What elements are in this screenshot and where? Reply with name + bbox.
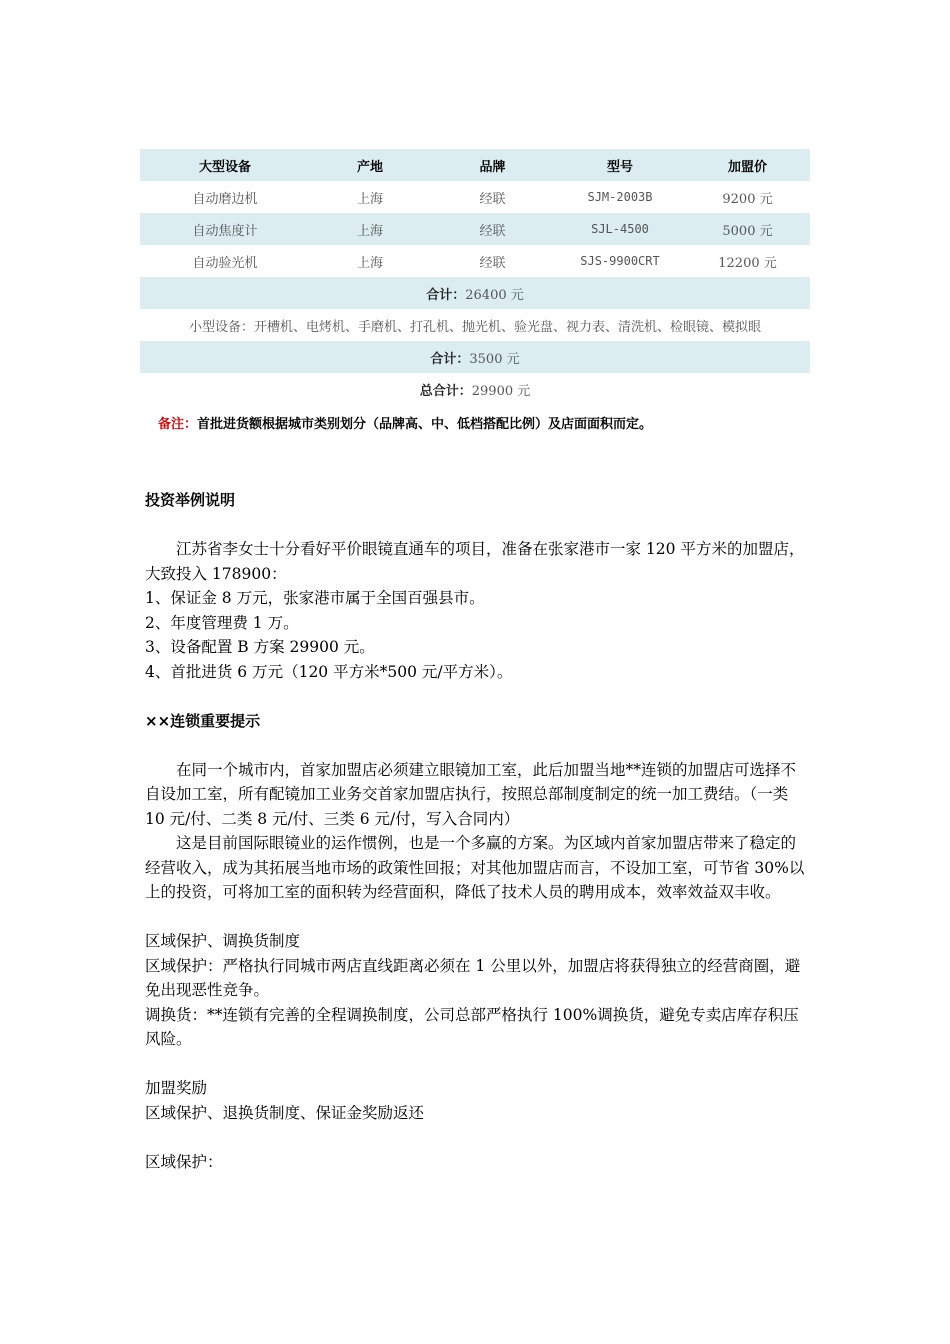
paragraph: 江苏省李女士十分看好平价眼镜直通车的项目，准备在张家港市一家 120 平方米的加盟店，大致投入 178900： — [145, 540, 805, 583]
header-cell: 品牌 — [430, 149, 555, 181]
note-text: 首批进货额根据城市类别划分（品牌高、中、低档搭配比例）及店面面积而定。 — [197, 417, 653, 432]
section-title: 加盟奖励 — [145, 1079, 208, 1097]
header-cell: 产地 — [310, 149, 430, 181]
paragraph: 区域保护：严格执行同城市两店直线距离必须在 1 公里以外，加盟店将获得独立的经营商圈，避免出现恶性竞争。 — [145, 956, 801, 999]
section-title: 区域保护： — [145, 1152, 223, 1171]
small-equipment-row — [140, 309, 810, 341]
equipment-brand: 经联 — [430, 213, 555, 245]
total-row — [140, 373, 810, 405]
equipment-origin: 上海 — [310, 213, 430, 245]
equipment-table — [140, 149, 810, 405]
list-item: 2、年度管理费 1 万。 — [145, 613, 299, 632]
total-label: 总合计： — [419, 383, 472, 399]
header-cell: 型号 — [555, 149, 685, 181]
section-title: 区域保护、调换货制度 — [145, 932, 301, 950]
equipment-name: 自动磨边机 — [192, 191, 258, 207]
table-row — [140, 213, 810, 245]
paragraph: 区域保护、退换货制度、保证金奖励返还 — [145, 1103, 425, 1122]
document-body — [145, 488, 811, 1174]
header-cell: 大型设备 — [140, 149, 310, 181]
equipment-origin: 上海 — [356, 191, 383, 207]
subtotal-label: 合计： — [430, 351, 470, 367]
equipment-model: SJS-9900CRT — [580, 254, 660, 268]
equipment-model: SJL-4500 — [555, 213, 685, 245]
equipment-brand: 经联 — [479, 191, 506, 207]
equipment-name: 自动验光机 — [192, 255, 258, 271]
list-item: 4、首批进货 6 万元（120 平方米*500 元/平方米）。 — [145, 662, 513, 681]
total-value: 29900 元 — [471, 383, 531, 399]
equipment-origin: 上海 — [356, 255, 383, 271]
small-equipment-cell: 小型设备：开槽机、电烤机、手磨机、打孔机、抛光机、验光盘、视力表、清洗机、检眼镜、模拟眼 — [188, 319, 761, 335]
subtotal-cell — [140, 341, 810, 373]
equipment-price: 12200 元 — [718, 255, 777, 271]
subtotal-row — [140, 277, 810, 309]
equipment-price: 5000 元 — [685, 213, 810, 245]
paragraph: 在同一个城市内，首家加盟店必须建立眼镜加工室，此后加盟当地**连锁的加盟店可选择不自设加工室，所有配镜加工业务交首家加盟店执行，按照总部制度制定的统一加工费结。（一类 10 元/付、二类 8 元/付、三类 6 元/付，写入合同内） — [145, 760, 797, 828]
note-label: 备注： — [158, 417, 198, 432]
paragraph: 调换货：**连锁有完善的全程调换制度，公司总部严格执行 100%调换货，避免专卖店库存积压风险。 — [145, 1005, 799, 1048]
total-cell — [140, 373, 810, 405]
equipment-name: 自动焦度计 — [140, 213, 310, 245]
paragraph: 这是目前国际眼镜业的运作惯例，也是一个多赢的方案。为区域内首家加盟店带来了稳定的经营收入，成为其拓展当地市场的政策性回报；对其他加盟店而言，不设加工室，可节省 30%以上的投资，可将加工室的面积转为经营面积，降低了技术人员的聘用成本，效率效益双丰收。 — [145, 834, 805, 901]
subtotal-cell — [140, 277, 810, 309]
list-item: 3、设备配置 B 方案 29900 元。 — [145, 638, 375, 656]
section-title: ××连锁重要提示 — [145, 711, 261, 730]
subtotal-value: 3500 元 — [469, 351, 520, 367]
equipment-model: SJM-2003B — [587, 190, 653, 204]
equipment-price: 9200 元 — [722, 191, 773, 207]
list-item: 1、保证金 8 万元，张家港市属于全国百强县市。 — [145, 589, 485, 607]
subtotal-label: 合计： — [426, 287, 466, 303]
section-title: 投资举例说明 — [145, 491, 236, 509]
table-header-row — [140, 149, 810, 181]
table-row — [140, 245, 810, 277]
header-cell: 加盟价 — [685, 149, 810, 181]
subtotal-row — [140, 341, 810, 373]
equipment-brand: 经联 — [479, 255, 506, 271]
note — [158, 413, 652, 432]
subtotal-value: 26400 元 — [465, 287, 524, 303]
table-row — [140, 181, 810, 213]
